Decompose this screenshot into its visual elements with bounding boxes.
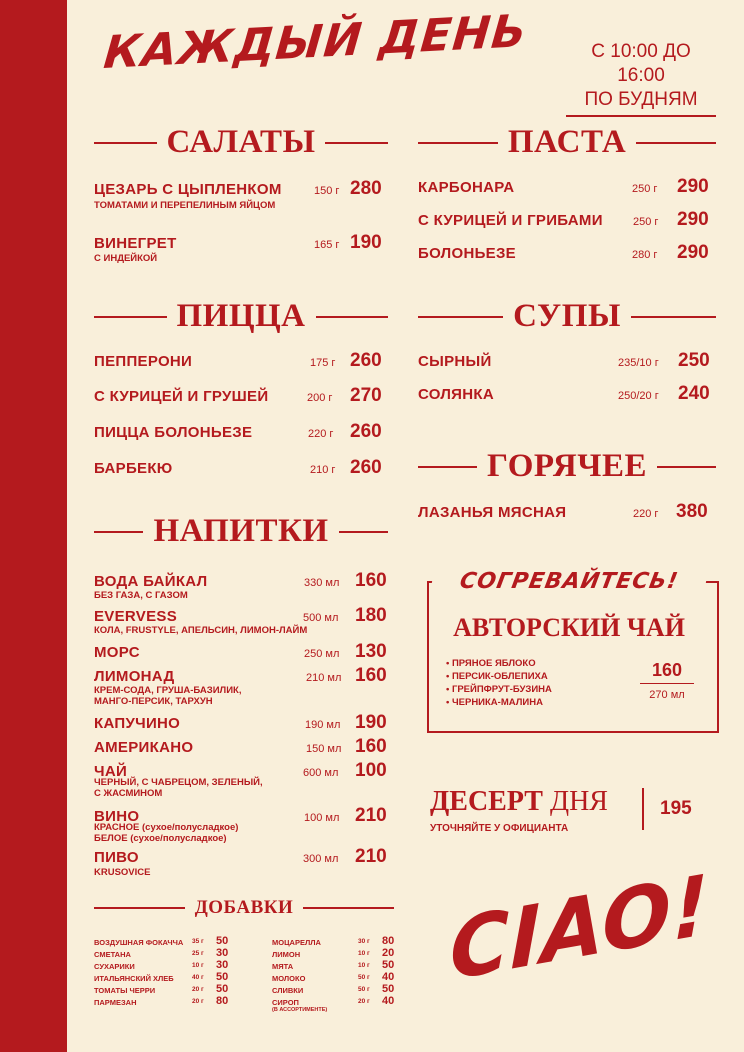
section-drinks <box>94 513 388 550</box>
item-price: 190 <box>350 232 382 253</box>
tea-price: 160 <box>640 660 694 684</box>
item-weight: 150 мл <box>306 743 342 755</box>
menu-item <box>94 570 388 603</box>
section-title-addons: ДОБАВКИ <box>194 897 294 918</box>
section-soups <box>418 298 716 335</box>
divider <box>316 316 389 318</box>
item-price: 270 <box>350 385 382 406</box>
addon-weight: 10 г <box>192 962 204 969</box>
item-weight: 190 мл <box>305 719 341 731</box>
item-desc: С ИНДЕЙКОЙ <box>94 253 158 264</box>
tea-flavor: • ЧЕРНИКА-МАЛИНА <box>446 697 543 708</box>
addon-desc: (В АССОРТИМЕНТЕ) <box>272 1007 328 1013</box>
item-name: СЫРНЫЙ <box>418 353 492 370</box>
menu-item <box>94 665 388 707</box>
divider <box>94 316 167 318</box>
item-desc: МАНГО-ПЕРСИК, ТАРХУН <box>94 696 213 707</box>
menu-item <box>94 232 388 265</box>
item-name: ЦЕЗАРЬ С ЦЫПЛЕНКОМ <box>94 181 282 198</box>
addon-name: СЛИВКИ <box>272 986 304 995</box>
item-weight: 210 мл <box>306 672 342 684</box>
item-price: 260 <box>350 457 382 478</box>
divider <box>418 466 477 468</box>
addon-weight: 20 г <box>358 998 370 1005</box>
dessert-note: УТОЧНЯЙТЕ У ОФИЦИАНТА <box>430 823 569 834</box>
item-desc: ТОМАТАМИ И ПЕРЕПЕЛИНЫМ ЯЙЦОМ <box>94 200 276 211</box>
menu-item <box>94 457 388 490</box>
menu-item <box>418 176 716 209</box>
item-name: ПИВО <box>94 849 139 866</box>
divider <box>94 142 157 144</box>
tea-flavor: • ПЕРСИК-ОБЛЕПИХА <box>446 671 548 682</box>
addon-price: 40 <box>382 971 395 983</box>
section-title-drinks: НАПИТКИ <box>153 513 329 549</box>
item-name: ЧАЙ <box>94 763 128 780</box>
tea-tagline: СОГРЕВАЙТЕСЬ! <box>430 569 709 595</box>
addon-name: ВОЗДУШНАЯ ФОКАЧЧА <box>94 938 184 947</box>
item-desc: БЕЛОЕ (сухое/полусладкое) <box>94 833 227 844</box>
divider <box>94 531 143 533</box>
item-name: ВИНО <box>94 808 140 825</box>
addon-name: МОЛОКО <box>272 974 306 983</box>
divider <box>631 316 716 318</box>
addon-price: 30 <box>216 959 229 971</box>
dessert-title-rest: ДНЯ <box>542 786 608 817</box>
addon-weight: 50 г <box>358 986 370 993</box>
divider <box>418 142 498 144</box>
addon-weight: 20 г <box>192 998 204 1005</box>
menu-item <box>94 421 388 454</box>
section-salads <box>94 124 388 161</box>
tea-flavor-list <box>446 657 552 709</box>
item-weight: 500 мл <box>303 612 339 624</box>
item-price: 380 <box>676 501 708 522</box>
addon-name: ПАРМЕЗАН <box>94 998 137 1007</box>
item-name: С КУРИЦЕЙ И ГРИБАМИ <box>418 212 603 229</box>
divider <box>339 531 388 533</box>
addon-weight: 30 г <box>358 938 370 945</box>
item-weight: 250/20 г <box>618 390 659 402</box>
addon-price: 80 <box>382 935 395 947</box>
item-weight: 220 г <box>308 428 334 440</box>
dessert-price: 195 <box>660 798 692 819</box>
addon-row <box>272 959 422 974</box>
item-price: 190 <box>355 712 387 733</box>
item-weight: 220 г <box>633 508 659 520</box>
item-name: EVERVESS <box>94 608 177 625</box>
section-title-salads: САЛАТЫ <box>166 124 316 160</box>
addon-row <box>272 935 422 950</box>
addon-price: 20 <box>382 947 395 959</box>
menu-item <box>418 242 716 275</box>
item-price: 130 <box>355 641 387 662</box>
addon-price: 30 <box>216 947 229 959</box>
item-name: ВОДА БАЙКАЛ <box>94 573 208 590</box>
addon-row <box>272 971 422 986</box>
item-desc: КОЛА, FRUSTYLE, АПЕЛЬСИН, ЛИМОН-ЛАЙМ <box>94 625 308 636</box>
addon-weight: 25 г <box>192 950 204 957</box>
hours-line2: ПО БУДНЯМ <box>566 88 716 117</box>
item-weight: 150 г <box>314 185 340 197</box>
section-hot <box>418 448 716 485</box>
item-price: 160 <box>355 570 387 591</box>
dessert-divider <box>642 788 644 830</box>
hours <box>566 40 716 117</box>
section-pizza <box>94 298 388 335</box>
item-weight: 280 г <box>632 249 658 261</box>
menu-item <box>94 178 388 211</box>
divider <box>657 466 716 468</box>
item-name: АМЕРИКАНО <box>94 739 194 756</box>
addon-weight: 20 г <box>192 986 204 993</box>
item-weight: 210 г <box>310 464 336 476</box>
item-price: 160 <box>355 736 387 757</box>
menu-item <box>418 501 716 534</box>
menu-item <box>94 350 388 383</box>
item-price: 180 <box>355 605 387 626</box>
addon-row <box>272 983 422 998</box>
item-desc: БЕЗ ГАЗА, С ГАЗОМ <box>94 590 188 601</box>
item-desc: ЧЕРНЫЙ, С ЧАБРЕЦОМ, ЗЕЛЕНЫЙ, <box>94 777 263 788</box>
addon-name: ИТАЛЬЯНСКИЙ ХЛЕБ <box>94 974 174 983</box>
item-price: 210 <box>355 805 387 826</box>
item-weight: 250 мл <box>304 648 340 660</box>
item-name: БАРБЕКЮ <box>94 460 173 477</box>
menu-item <box>94 805 388 844</box>
tea-title: АВТОРСКИЙ ЧАЙ <box>453 613 685 642</box>
addon-price: 50 <box>216 983 229 995</box>
addon-name: МОЦАРЕЛЛА <box>272 938 321 947</box>
item-price: 280 <box>350 178 382 199</box>
item-price: 290 <box>677 209 709 230</box>
item-weight: 165 г <box>314 239 340 251</box>
addon-row <box>94 995 244 1010</box>
item-weight: 235/10 г <box>618 357 659 369</box>
dessert-title-bold: ДЕСЕРТ <box>430 786 543 817</box>
addon-price: 50 <box>216 971 229 983</box>
addon-weight: 50 г <box>358 974 370 981</box>
addon-price: 80 <box>216 995 229 1007</box>
addon-price: 50 <box>382 959 395 971</box>
left-red-strip <box>0 0 67 1052</box>
item-price: 290 <box>677 242 709 263</box>
item-weight: 100 мл <box>304 812 340 824</box>
tea-flavor: • ГРЕЙПФРУТ-БУЗИНА <box>446 684 552 695</box>
addon-name: СИРОП <box>272 998 299 1007</box>
menu-item <box>94 760 388 799</box>
hours-line1: С 10:00 ДО 16:00 <box>591 41 691 86</box>
item-name: ВИНЕГРЕТ <box>94 235 177 252</box>
item-weight: 250 г <box>633 216 659 228</box>
item-name: КАРБОНАРА <box>418 179 515 196</box>
item-price: 250 <box>678 350 710 371</box>
addon-name: ЛИМОН <box>272 950 301 959</box>
item-price: 260 <box>350 421 382 442</box>
menu-item <box>94 605 388 638</box>
ciao-logo: CIAO! <box>450 857 710 1000</box>
section-addons <box>94 897 394 919</box>
item-name: ПЕППЕРОНИ <box>94 353 193 370</box>
addon-price: 50 <box>216 935 229 947</box>
section-title-pizza: ПИЦЦА <box>176 298 306 334</box>
addon-price: 50 <box>382 983 395 995</box>
item-desc: KRUSOVICE <box>94 867 151 878</box>
item-price: 210 <box>355 846 387 867</box>
item-desc: КРАСНОЕ (сухое/полусладкое) <box>94 822 239 833</box>
item-price: 240 <box>678 383 710 404</box>
addon-name: ТОМАТЫ ЧЕРРИ <box>94 986 156 995</box>
divider <box>636 142 716 144</box>
addon-weight: 10 г <box>358 962 370 969</box>
item-name: КАПУЧИНО <box>94 715 181 732</box>
divider <box>94 907 185 909</box>
item-name: БОЛОНЬЕЗЕ <box>418 245 516 262</box>
item-desc: С ЖАСМИНОМ <box>94 788 163 799</box>
item-price: 260 <box>350 350 382 371</box>
section-title-pasta: ПАСТА <box>507 124 627 160</box>
divider <box>325 142 388 144</box>
item-weight: 330 мл <box>304 577 340 589</box>
item-name: СОЛЯНКА <box>418 386 494 403</box>
addon-name: СУХАРИКИ <box>94 962 135 971</box>
item-price: 160 <box>355 665 387 686</box>
menu-item <box>418 350 716 383</box>
tea-volume: 270 мл <box>649 689 685 701</box>
item-weight: 600 мл <box>303 767 339 779</box>
item-weight: 300 мл <box>303 853 339 865</box>
tea-flavor: • ПРЯНОЕ ЯБЛОКО <box>446 658 536 669</box>
item-weight: 250 г <box>632 183 658 195</box>
section-pasta <box>418 124 716 161</box>
addon-weight: 40 г <box>192 974 204 981</box>
menu-item <box>94 846 388 879</box>
divider <box>418 316 503 318</box>
section-title-hot: ГОРЯЧЕЕ <box>487 448 647 484</box>
addon-name: СМЕТАНА <box>94 950 131 959</box>
menu-item <box>94 385 388 418</box>
addon-weight: 35 г <box>192 938 204 945</box>
item-name: ЛАЗАНЬЯ МЯСНАЯ <box>418 504 567 521</box>
addon-price: 40 <box>382 995 395 1007</box>
item-name: ПИЦЦА БОЛОНЬЕЗЕ <box>94 424 253 441</box>
page-title: КАЖДЫЙ ДЕНЬ <box>101 4 530 79</box>
dessert-title <box>430 786 608 818</box>
item-price: 290 <box>677 176 709 197</box>
divider <box>303 907 394 909</box>
item-name: ЛИМОНАД <box>94 668 175 685</box>
item-name: С КУРИЦЕЙ И ГРУШЕЙ <box>94 388 269 405</box>
item-weight: 175 г <box>310 357 336 369</box>
menu-item <box>418 383 716 416</box>
item-price: 100 <box>355 760 387 781</box>
addon-row <box>272 947 422 962</box>
addon-row <box>272 995 422 1013</box>
section-title-soups: СУПЫ <box>513 298 621 334</box>
menu-item <box>418 209 716 242</box>
addon-name: МЯТА <box>272 962 294 971</box>
item-weight: 200 г <box>307 392 333 404</box>
item-desc: КРЕМ-СОДА, ГРУША-БАЗИЛИК, <box>94 685 242 696</box>
item-name: МОРС <box>94 644 140 661</box>
addon-weight: 10 г <box>358 950 370 957</box>
